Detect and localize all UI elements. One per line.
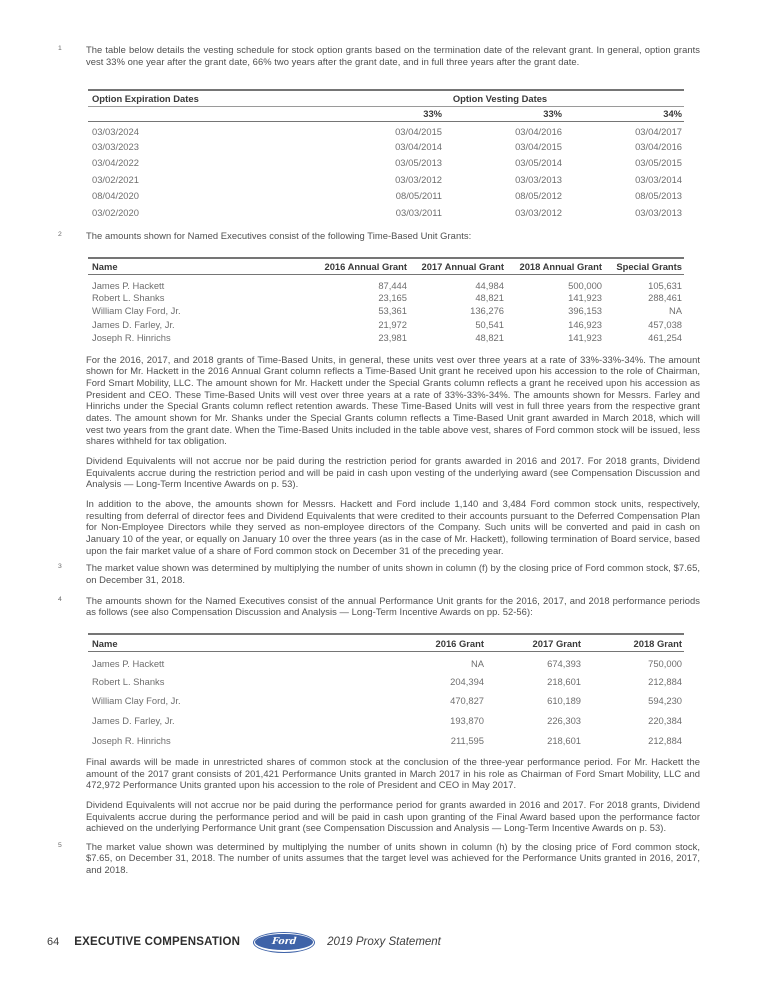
table-cell: 44,984 (475, 280, 504, 292)
table-cell: 470,827 (450, 695, 484, 707)
footnote-2-body (86, 230, 700, 556)
footnote-5-number: 5 (58, 841, 62, 849)
table-cell: 220,384 (648, 714, 682, 726)
column-header-2017-annual: 2017 Annual Grant (407, 258, 504, 275)
table-cell: 03/04/2015 (515, 140, 562, 152)
footnote-2-number: 2 (58, 230, 62, 238)
table-row (88, 291, 684, 304)
table-row (88, 331, 684, 344)
footnote-3 (58, 562, 700, 585)
empty-header-cell (88, 106, 318, 121)
table-cell: 03/04/2015 (395, 125, 442, 137)
pct-header-34: 34% (562, 106, 684, 121)
table-cell: NA (668, 305, 682, 317)
column-header-2016-grant: 2016 Grant (366, 634, 484, 652)
proxy-statement-label: 2019 Proxy Statement (327, 936, 441, 948)
table-cell: 21,972 (378, 318, 407, 330)
page-number: 64 (47, 936, 60, 948)
table-row (88, 275, 684, 292)
paragraph-final-awards: Final awards will be made in unrestricted shares of common stock at the conclusion of the three-year performance period. For Mr. Hackett the amount of the 2017 grant consists of 201,421 Performance Units granted in March 2017 in his role as Chairman of Ford Smart Mobility, LLC and 472,972 Performance Units granted upon his accession to the role of President and CEO in May 2017. (86, 755, 700, 791)
paragraph-grants-detail: For the 2016, 2017, and 2018 grants of Time-Based Units, in general, these units vest over three years at a rate of 33%-33%-34%. The amount shown for Mr. Hackett in the 2016 Annual Grant column reflects a Time-Based Unit grant he received upon his accession to the role of Chairman, Ford Smart Mobility, LLC. The amount shown for Mr. Hackett under the Special Grants column reflects a grant he received upon his accession as President and CEO. These Time-Based Units will vest over three years at a rate of 33%-33%-34%. The amounts shown for Messrs. Farley and Hinrichs under the Special Grants column reflect retention awards. These Time-Based Units will vest in full three years from the respective grant dates. The amount shown for Mr. Shanks under the Special Grants column reflects a Time-Based Unit grant awarded in March 2018, which will vest two years from the grant date. When the Time-Based Units included in the table above vest, shares of Ford common stock will be issued, less shares withheld for tax obligation. (86, 353, 700, 447)
table-cell: 500,000 (568, 280, 602, 292)
table-cell: 03/04/2014 (395, 140, 442, 152)
table-cell: 03/03/2024 (92, 125, 139, 137)
column-header-2018-annual: 2018 Annual Grant (504, 258, 602, 275)
table-cell: 141,923 (568, 331, 602, 343)
table-cell: 03/02/2021 (92, 173, 139, 185)
column-header-expiration: Option Expiration Dates (88, 90, 318, 106)
table-cell: NA (470, 657, 484, 669)
table-cell: 03/05/2015 (635, 157, 683, 169)
section-title: EXECUTIVE COMPENSATION (74, 936, 241, 948)
footnote-4 (58, 595, 700, 834)
table-cell: 03/03/2014 (635, 173, 683, 185)
table-cell: 50,541 (475, 318, 504, 330)
ford-logo-icon (253, 932, 315, 953)
footnote-4-text: The amounts shown for the Named Executives consist of the annual Performance Unit grants for the 2016, 2017, and 2018 performance periods as follows (see also Compensation Discussion and Analysis — Long-Term Incentive Awards on pp. 52-56): (86, 594, 700, 618)
table-cell: 146,923 (568, 318, 602, 330)
table-row (88, 317, 684, 330)
table-row (88, 155, 684, 172)
table-cell: 218,601 (547, 675, 581, 687)
footnote-5-body (86, 841, 700, 876)
column-header-2018-grant: 2018 Grant (581, 634, 684, 652)
table-cell: Joseph R. Hinrichs (92, 331, 171, 343)
table-cell: 08/05/2013 (635, 190, 683, 202)
table-cell: Joseph R. Hinrichs (92, 734, 171, 746)
option-vesting-table-body (88, 121, 684, 221)
paragraph-dividend-restriction: Dividend Equivalents will not accrue nor be paid during the restriction period for grants awarded in 2016 and 2017. For 2018 grants, Dividend Equivalents accrue during the restriction period and will be paid in cash upon vesting of the underlying award (see Compensation Discussion and Analysis — Long-Term Incentive Awards on p. 53). (86, 455, 700, 490)
footnote-3-text: The market value shown was determined by multiplying the number of units shown in column (f) by the closing price of Ford common stock, $7.65, on December 31, 2018. (86, 562, 700, 585)
table-cell: 211,595 (450, 734, 484, 746)
option-vesting-table-head (88, 90, 684, 121)
table-header-row (88, 634, 684, 652)
table-row (88, 204, 684, 221)
footnote-1-body (86, 44, 700, 221)
table-cell: 08/04/2020 (92, 190, 139, 202)
table-cell: James P. Hackett (92, 280, 165, 292)
table-cell: 674,393 (547, 657, 581, 669)
table-cell: 08/05/2011 (395, 190, 442, 202)
table-row (88, 730, 684, 750)
footnote-1-number: 1 (58, 45, 62, 52)
table-cell: 594,230 (648, 695, 682, 707)
table-header-row (88, 258, 684, 275)
table-cell: 23,165 (378, 292, 407, 304)
time-based-grants-table-head (88, 258, 684, 275)
table-cell: 03/03/2011 (395, 207, 442, 219)
table-cell: 212,884 (648, 734, 682, 746)
table-row (88, 672, 684, 692)
column-header-name: Name (88, 634, 366, 652)
table-cell: James D. Farley, Jr. (92, 714, 175, 726)
ford-logo-text: Ford (271, 936, 297, 947)
table-row (88, 304, 684, 317)
table-cell: 03/03/2013 (635, 207, 683, 219)
table-row (88, 711, 684, 731)
table-cell: 212,884 (648, 675, 682, 687)
table-cell: 03/03/2012 (395, 173, 442, 185)
table-cell: 204,394 (450, 675, 484, 687)
table-cell: 193,870 (450, 714, 484, 726)
table-cell: 396,153 (568, 305, 602, 317)
table-cell: 141,923 (568, 292, 602, 304)
performance-grants-table (88, 633, 684, 750)
footnote-3-number: 3 (58, 563, 62, 571)
table-cell: 105,631 (648, 280, 682, 292)
table-cell: 08/05/2012 (515, 190, 562, 202)
table-cell: 03/03/2012 (515, 207, 562, 219)
footnote-1-text: The table below details the vesting schedule for stock option grants based on the termination date of the relevant grant. In general, option grants vest 33% one year after the grant date, 66% two years after the grant date, and in full three years after the grant date. (86, 44, 700, 67)
page-footer (47, 931, 441, 953)
table-cell: 53,361 (378, 305, 407, 317)
table-cell: 03/03/2023 (92, 140, 139, 152)
table-cell: 03/03/2013 (515, 173, 562, 185)
table-row (88, 171, 684, 188)
table-cell: 03/04/2022 (92, 157, 139, 169)
footnote-2 (58, 230, 700, 556)
column-header-2017-grant: 2017 Grant (484, 634, 581, 652)
time-based-grants-table-body (88, 275, 684, 344)
table-cell: 288,461 (648, 292, 682, 304)
table-cell: 610,189 (547, 695, 581, 707)
table-row (88, 652, 684, 672)
time-based-grants-table (88, 257, 684, 344)
table-row (88, 121, 684, 138)
table-cell: 226,303 (547, 714, 581, 726)
performance-grants-table-body (88, 652, 684, 750)
page-content (58, 44, 700, 876)
column-group-header-vesting: Option Vesting Dates (318, 90, 684, 106)
table-cell: William Clay Ford, Jr. (92, 305, 181, 317)
performance-grants-table-head (88, 634, 684, 652)
table-cell: 48,821 (475, 292, 504, 304)
paragraph-deferred-compensation: In addition to the above, the amounts shown for Messrs. Hackett and Ford include 1,140 and 3,484 Ford common stock units, respectively, resulting from deferral of director fees and Dividend Equivalents that were credited to their accounts pursuant to the Deferred Compensation Plan for Non-Employee Directors while they served as non-employee directors of the Company. Such units will be converted and paid in cash on January 10 of the year, or equally on January 10 over the three years (as in the case of Mr. Hackett), following termination of Board service, based upon the fair market value of a share of Ford common stock on December 31 of the preceding year. (86, 498, 700, 556)
table-cell: Robert L. Shanks (92, 675, 165, 687)
footnote-3-body (86, 562, 700, 585)
table-row (88, 138, 684, 155)
table-cell: 136,276 (470, 305, 504, 317)
table-cell: 461,254 (648, 331, 682, 343)
table-cell: 03/05/2014 (515, 157, 562, 169)
footnote-4-number: 4 (58, 595, 62, 603)
table-cell: 23,981 (378, 331, 407, 343)
ford-logo-oval (255, 934, 312, 950)
column-header-name: Name (88, 258, 309, 275)
table-cell: 457,038 (648, 318, 682, 330)
table-cell: 03/04/2016 (635, 140, 683, 152)
footnote-5-text: The market value shown was determined by multiplying the number of units shown in column (h) by the closing price of Ford common stock, $7.65, on December 31, 2018. The number of units assumes that the target level was achieved for the Performance Units granted in 2016, 2017, and 2018. (86, 840, 700, 876)
column-header-special: Special Grants (602, 258, 684, 275)
table-cell: Robert L. Shanks (92, 292, 165, 304)
table-subheader-row (88, 106, 684, 121)
footnote-4-body (86, 595, 700, 834)
table-cell: 03/02/2020 (92, 207, 139, 219)
column-header-2016-annual: 2016 Annual Grant (309, 258, 407, 275)
table-cell: 750,000 (648, 657, 682, 669)
table-cell: James D. Farley, Jr. (92, 318, 175, 330)
option-vesting-table (88, 89, 684, 221)
footnote-5 (58, 841, 700, 876)
table-header-row (88, 90, 684, 106)
table-cell: William Clay Ford, Jr. (92, 695, 181, 707)
paragraph-dividend-performance: Dividend Equivalents will not accrue nor be paid during the performance period for grants awarded in 2016 and 2017. For 2018 grants, Dividend Equivalents accrue during the performance period and will be paid in cash upon granting of the Final Award based upon the performance factor achieved on the underlying Performance Unit grant (see Compensation Discussion and Analysis — Long-Term Incentive Awards on p. 53). (86, 798, 700, 834)
table-cell: 218,601 (547, 734, 581, 746)
table-cell: 03/04/2017 (635, 125, 683, 137)
table-cell: 87,444 (378, 280, 407, 292)
table-cell: 03/04/2016 (515, 125, 562, 137)
table-cell: 48,821 (475, 331, 504, 343)
footnote-1 (58, 44, 700, 221)
footnote-2-text: The amounts shown for Named Executives consist of the following Time-Based Unit Grants: (86, 229, 472, 241)
pct-header-33b: 33% (442, 106, 562, 121)
pct-header-33a: 33% (318, 106, 442, 121)
table-cell: James P. Hackett (92, 657, 165, 669)
table-row (88, 691, 684, 711)
table-cell: 03/05/2013 (395, 157, 442, 169)
table-row (88, 188, 684, 205)
